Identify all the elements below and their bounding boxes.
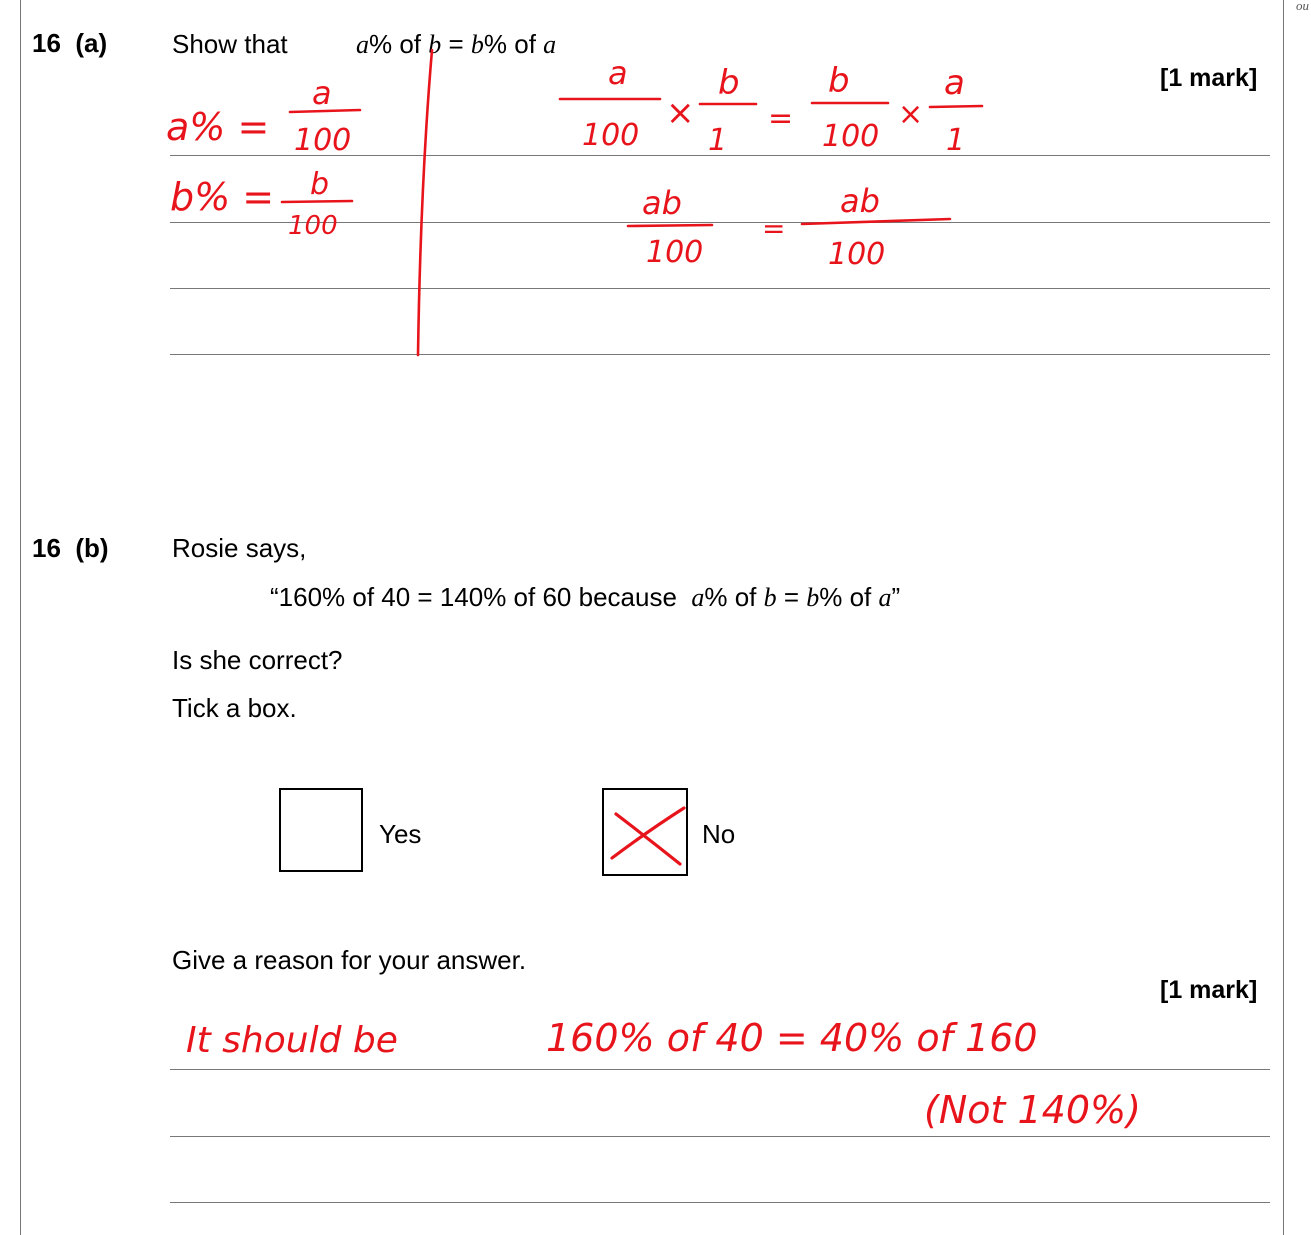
handwritten-answer-part3: (Not 140%) [924, 1088, 1141, 1132]
hw-left1-den: 100 [294, 123, 352, 158]
hw-r2-d2: 100 [828, 237, 886, 272]
no-label: No [702, 819, 736, 849]
hw-left2-lhs: b% = [170, 175, 275, 219]
question-16a-prompt: Show that [172, 29, 288, 59]
handwritten-working-16a [0, 0, 1311, 380]
corner-text: ou [1296, 0, 1309, 13]
hw-r2-bar1 [628, 225, 712, 226]
question-16a-statement: a% of b = b% of a [356, 29, 557, 59]
hw-left2-bar [282, 201, 352, 202]
hw-r1-d2: 1 [708, 123, 728, 158]
hw-r1-times2: × [898, 97, 924, 132]
hw-r1-n3: b [828, 61, 850, 101]
cross-mark-icon [602, 788, 688, 876]
hw-left1-bar [290, 110, 360, 112]
hw-r1-n4: a [944, 63, 965, 103]
hw-r1-bar4 [930, 106, 982, 107]
hw-r2-n1: ab [642, 184, 682, 222]
handwritten-answer-part2: 160% of 40 = 40% of 160 [546, 1016, 1038, 1060]
question-16b-intro: Rosie says, [172, 533, 307, 563]
rosie-quote: “160% of 40 = 140% of 60 because a% of b = b% of a” [270, 582, 901, 612]
hw-r2-d1: 100 [646, 235, 704, 270]
hw-r2-eq: = [762, 212, 786, 245]
hw-left1-num: a [312, 74, 332, 112]
hw-r1-n1: a [608, 54, 628, 92]
question-16b-instruction: Tick a box. [172, 693, 297, 723]
question-16b-question: Is she correct? [172, 645, 343, 675]
no-checkbox[interactable] [602, 788, 688, 876]
hw-left2-den: 100 [288, 211, 338, 241]
marks-16a: [1 mark] [1160, 64, 1258, 92]
handwritten-answer-part1: It should be [186, 1020, 398, 1061]
reason-prompt: Give a reason for your answer. [172, 945, 527, 975]
hw-left1-lhs: a% = [166, 105, 270, 149]
hw-r1-n2: b [718, 63, 740, 103]
answer-line-16b-1 [170, 1069, 1270, 1070]
question-number-16b: 16 (b) [32, 533, 109, 563]
hw-r1-d4: 1 [946, 123, 966, 158]
hw-r2-n2: ab [840, 182, 880, 220]
question-number-16a: 16 (a) [32, 28, 108, 58]
hw-r1-d3: 100 [822, 119, 880, 154]
yes-checkbox[interactable] [279, 788, 363, 872]
hw-left2-num: b [310, 167, 330, 202]
yes-label: Yes [379, 819, 422, 849]
answer-line-16b-3 [170, 1202, 1270, 1203]
hw-r1-times1: × [666, 93, 695, 133]
hw-r1-d1: 100 [582, 118, 640, 153]
marks-16b: [1 mark] [1160, 976, 1258, 1004]
answer-line-16b-2 [170, 1136, 1270, 1137]
hw-vertical-divider [418, 50, 432, 355]
hw-r1-eq: = [768, 101, 794, 136]
